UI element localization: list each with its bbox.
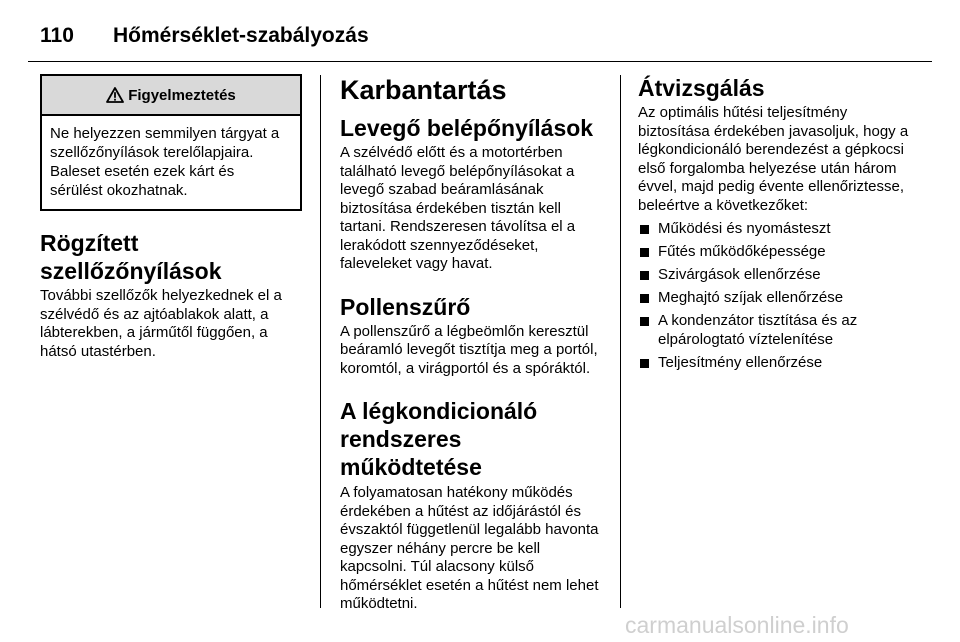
list-item: Fűtés működőképessége bbox=[638, 243, 920, 262]
air-inlets-text: A szélvédő előtt és a motortérben található levegő belépőnyílásokat a levegő szabad beáramlásának biztosítása érdekében tisztán kell tartani. Rendszeresen távolítsa el a lerakódott szennyeződéseket, faleveleket vagy havat. bbox=[340, 144, 576, 272]
page-title: Hőmérséklet-szabályozás bbox=[113, 24, 369, 47]
ac-operation-heading: A légkondicionáló rendszeres működtetése bbox=[340, 398, 538, 480]
fixed-vents-heading: Rögzített szellőzőnyílások bbox=[40, 230, 222, 284]
warning-header bbox=[42, 76, 300, 116]
bullet-square-icon bbox=[640, 317, 649, 326]
column-divider-1 bbox=[320, 75, 321, 608]
list-item: A kondenzátor tisztítása és az elpárologtató víztelenítése bbox=[638, 312, 920, 349]
list-item: Működési és nyomásteszt bbox=[638, 220, 920, 239]
inspection-intro: Az optimális hűtési teljesítmény biztosítása érdekében javasoljuk, hogy a légkondicionáló berendezést a gépkocsi első forgalomba helyezése után három évvel, majd pedig évente ellenőriztesse, beleértve a következőket: bbox=[638, 104, 909, 214]
bullet-square-icon bbox=[640, 359, 649, 368]
list-item: Szivárgások ellenőrzése bbox=[638, 266, 920, 285]
column-left bbox=[40, 74, 302, 361]
maintenance-heading: Karbantartás bbox=[340, 75, 507, 105]
warning-title: Figyelmeztetés bbox=[128, 86, 236, 104]
watermark: carmanualsonline.info bbox=[625, 612, 849, 638]
header-rule bbox=[28, 61, 932, 62]
bullet-square-icon bbox=[640, 271, 649, 280]
column-divider-2 bbox=[620, 75, 621, 608]
fixed-vents-text: További szellőzők helyezkednek el a szélvédő és az ajtóablakok alatt, a lábterekben, a járműtől függően, a hátsó utastérben. bbox=[40, 287, 282, 360]
inspection-heading: Átvizsgálás bbox=[638, 75, 765, 101]
list-item: Meghajtó szíjak ellenőrzése bbox=[638, 289, 920, 308]
bullet-square-icon bbox=[640, 248, 649, 257]
ac-operation-text: A folyamatosan hatékony működés érdekében a hűtést az időjárástól és évszaktól függetlenül legalább havonta egyszer néhány percre be kell kapcsolni. Túl alacsony külső hőmérséklet esetén a hűtést nem lehet működtetni. bbox=[340, 484, 599, 612]
pollen-filter-text: A pollenszűrő a légbeömlőn keresztül beáramló levegőt tisztítja meg a portól, koromtól, a virágportól és a spóráktól. bbox=[340, 322, 598, 377]
list-item: Teljesítmény ellenőrzése bbox=[638, 354, 920, 373]
bullet-square-icon bbox=[640, 294, 649, 303]
air-inlets-heading: Levegő belépőnyílások bbox=[340, 115, 594, 141]
warning-box bbox=[40, 74, 302, 211]
column-middle bbox=[340, 74, 606, 614]
column-right bbox=[638, 74, 920, 377]
warning-text: Ne helyezzen semmilyen tárgyat a szellőzőnyílások terelőlapjaira. Baleset esetén ezek kárt és sérülést okozhatnak. bbox=[50, 125, 280, 199]
pollen-filter-heading: Pollenszűrő bbox=[340, 293, 471, 320]
warning-triangle-icon bbox=[106, 87, 124, 103]
bullet-square-icon bbox=[640, 225, 649, 234]
inspection-list bbox=[638, 220, 920, 372]
page-number: 110 bbox=[40, 24, 74, 47]
page-header bbox=[40, 16, 369, 56]
